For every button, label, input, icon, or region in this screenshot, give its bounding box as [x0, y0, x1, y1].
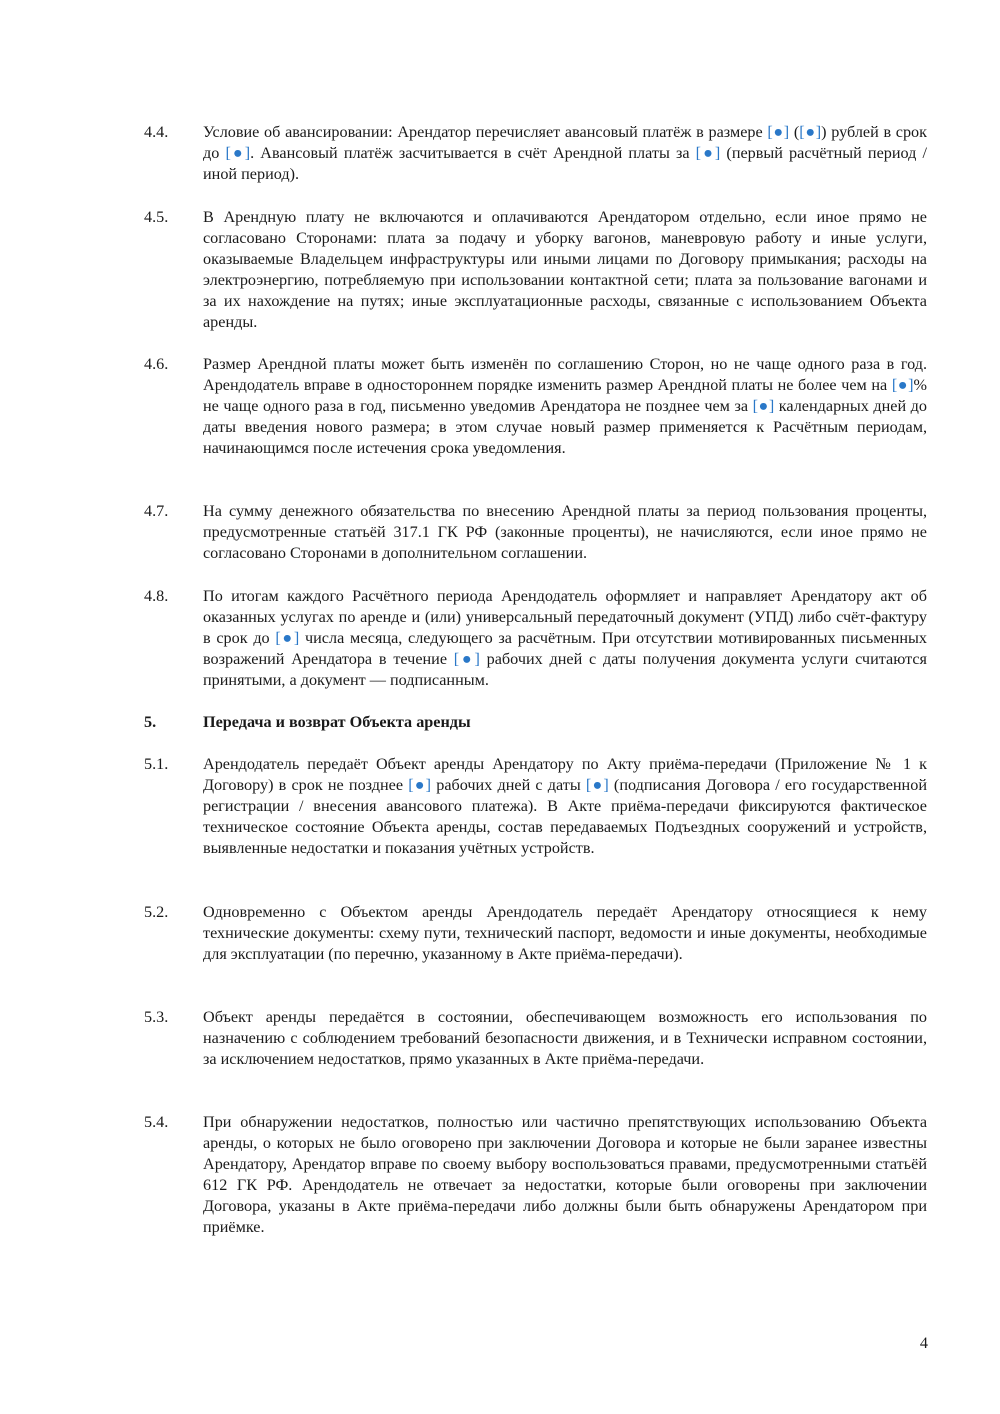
clause-number: 5.3. [144, 1008, 169, 1026]
clause-number: 5.2. [144, 903, 169, 921]
clause-text: При обнаружении недостатков, полностью или частично препятствующих использованию Объекта аренды, о которых не было оговорено при заключении Договора и которые не были заранее известны Арендатору, Арендатор вправе по своему выбору воспользоваться правами, предусмотренными статьёй 612 ГК РФ. Арендодатель не отвечает за недостатки, которые были оговорены при заключении Договора, указаны в Акте приёма-передачи либо должны были быть обнаружены Арендатором при приёмке. [203, 1113, 927, 1236]
clause-text: Условие об авансировании: Арендатор перечисляет авансовый платёж в размере [●] ([●]) рублей в срок до [●]. Авансовый платёж засчитывается в счёт Арендной платы за [●] (первый расчётный период / иной период). [203, 123, 928, 183]
clause-4-8 [144, 586, 927, 691]
placeholder-marker: [●] [752, 397, 775, 415]
clause-text: Арендодатель передаёт Объект аренды Арендатору по Акту приёма-передачи (Приложение № 1 к Договору) в срок не позднее [●] рабочих дней с даты [●] (подписания Договора / его государственной регистрации / внесения авансового платежа). В Акте приёма-передачи фиксируются фактическое техническое состояние Объекта аренды, состав передаваемых Подъездных сооружений и устройств, выявленные недостатки и показания учётных устройств. [203, 755, 927, 857]
clause-text: Одновременно с Объектом аренды Арендодатель передаёт Арендатору относящиеся к нему технические документы: схему пути, технический паспорт, ведомости и иные документы, необходимые для эксплуатации (по перечню, указанному в Акте приёма-передачи). [203, 903, 927, 963]
clause-5-3 [144, 1007, 927, 1070]
placeholder-marker: [●] [225, 144, 251, 162]
clause-5-4 [144, 1112, 927, 1238]
clause-text: В Арендную плату не включаются и оплачиваются Арендатором отдельно, если иное прямо не согласовано Сторонами: плата за подачу и уборку вагонов, маневровую работу и иные услуги, оказываемые Владельцем инфраструктуры или иными лицами по Договору примыкания; расходы на электроэнергию, потребляемую при использовании контактной сети; плата за пользование вагонами и за их нахождение на путях; иные эксплуатационные расходы, связанные с использованием Объекта аренды. [203, 208, 927, 331]
section-heading [144, 712, 927, 733]
placeholder-marker: [●] [891, 376, 914, 394]
clause-4-7 [144, 501, 927, 564]
clause-5-1 [144, 754, 927, 859]
clause-number: 4.8. [144, 587, 169, 605]
clause-text: Объект аренды передаётся в состоянии, обеспечивающем возможность его использования по назначению с соблюдением требований безопасности движения, и в Технически исправном состоянии, за исключением недостатков, прямо указанных в Акте приёма-передачи. [203, 1008, 927, 1068]
placeholder-marker: [●] [453, 650, 480, 668]
clause-5-2 [144, 902, 927, 965]
clause-4-5 [144, 207, 927, 333]
clause-number: 5.1. [144, 755, 169, 773]
placeholder-marker: [●] [408, 776, 432, 794]
placeholder-marker: [●] [275, 629, 300, 647]
clause-text: По итогам каждого Расчётного периода Арендодатель оформляет и направляет Арендатору акт об оказанных услугах по аренде и (или) универсальный передаточный документ (УПД) либо счёт-фактуру в срок до [●] числа месяца, следующего за расчётным. При отсутствии мотивированных письменных возражений Арендатора в течение [●] рабочих дней с даты получения документа услуги считаются принятыми, а документ — подписанным. [203, 587, 927, 689]
clause-number: 4.7. [144, 502, 169, 520]
clause-number: 4.4. [144, 123, 169, 141]
clause-number: 4.5. [144, 208, 169, 226]
placeholder-marker: [●] [799, 123, 822, 141]
section-title: Передача и возврат Объекта аренды [203, 713, 471, 731]
clause-text: На сумму денежного обязательства по внесению Арендной платы за период пользования проценты, предусмотренные статьёй 317.1 ГК РФ (законные проценты), не начисляются, если иное прямо не согласовано Сторонами в дополнительном соглашении. [203, 502, 927, 562]
clause-number: 4.6. [144, 355, 169, 373]
clause-number: 5.4. [144, 1113, 169, 1131]
section-number: 5. [144, 713, 157, 731]
clause-4-6 [144, 354, 927, 459]
placeholder-marker: [●] [585, 776, 609, 794]
clause-4-4 [144, 122, 927, 185]
page-number: 4 [919, 1334, 928, 1352]
clause-text: Размер Арендной платы может быть изменён по соглашению Сторон, но не чаще одного раза в год. Арендодатель вправе в одностороннем порядке изменить размер Арендной платы не более чем на [●]% не чаще одного раза в год, письменно уведомив Арендатора не позднее чем за [●] календарных дней до даты введения нового размера; в этом случае новый размер применяется к Расчётным периодам, начинающимся после истечения срока уведомления. [203, 355, 927, 457]
placeholder-marker: [●] [695, 144, 721, 162]
placeholder-marker: [●] [767, 123, 790, 141]
